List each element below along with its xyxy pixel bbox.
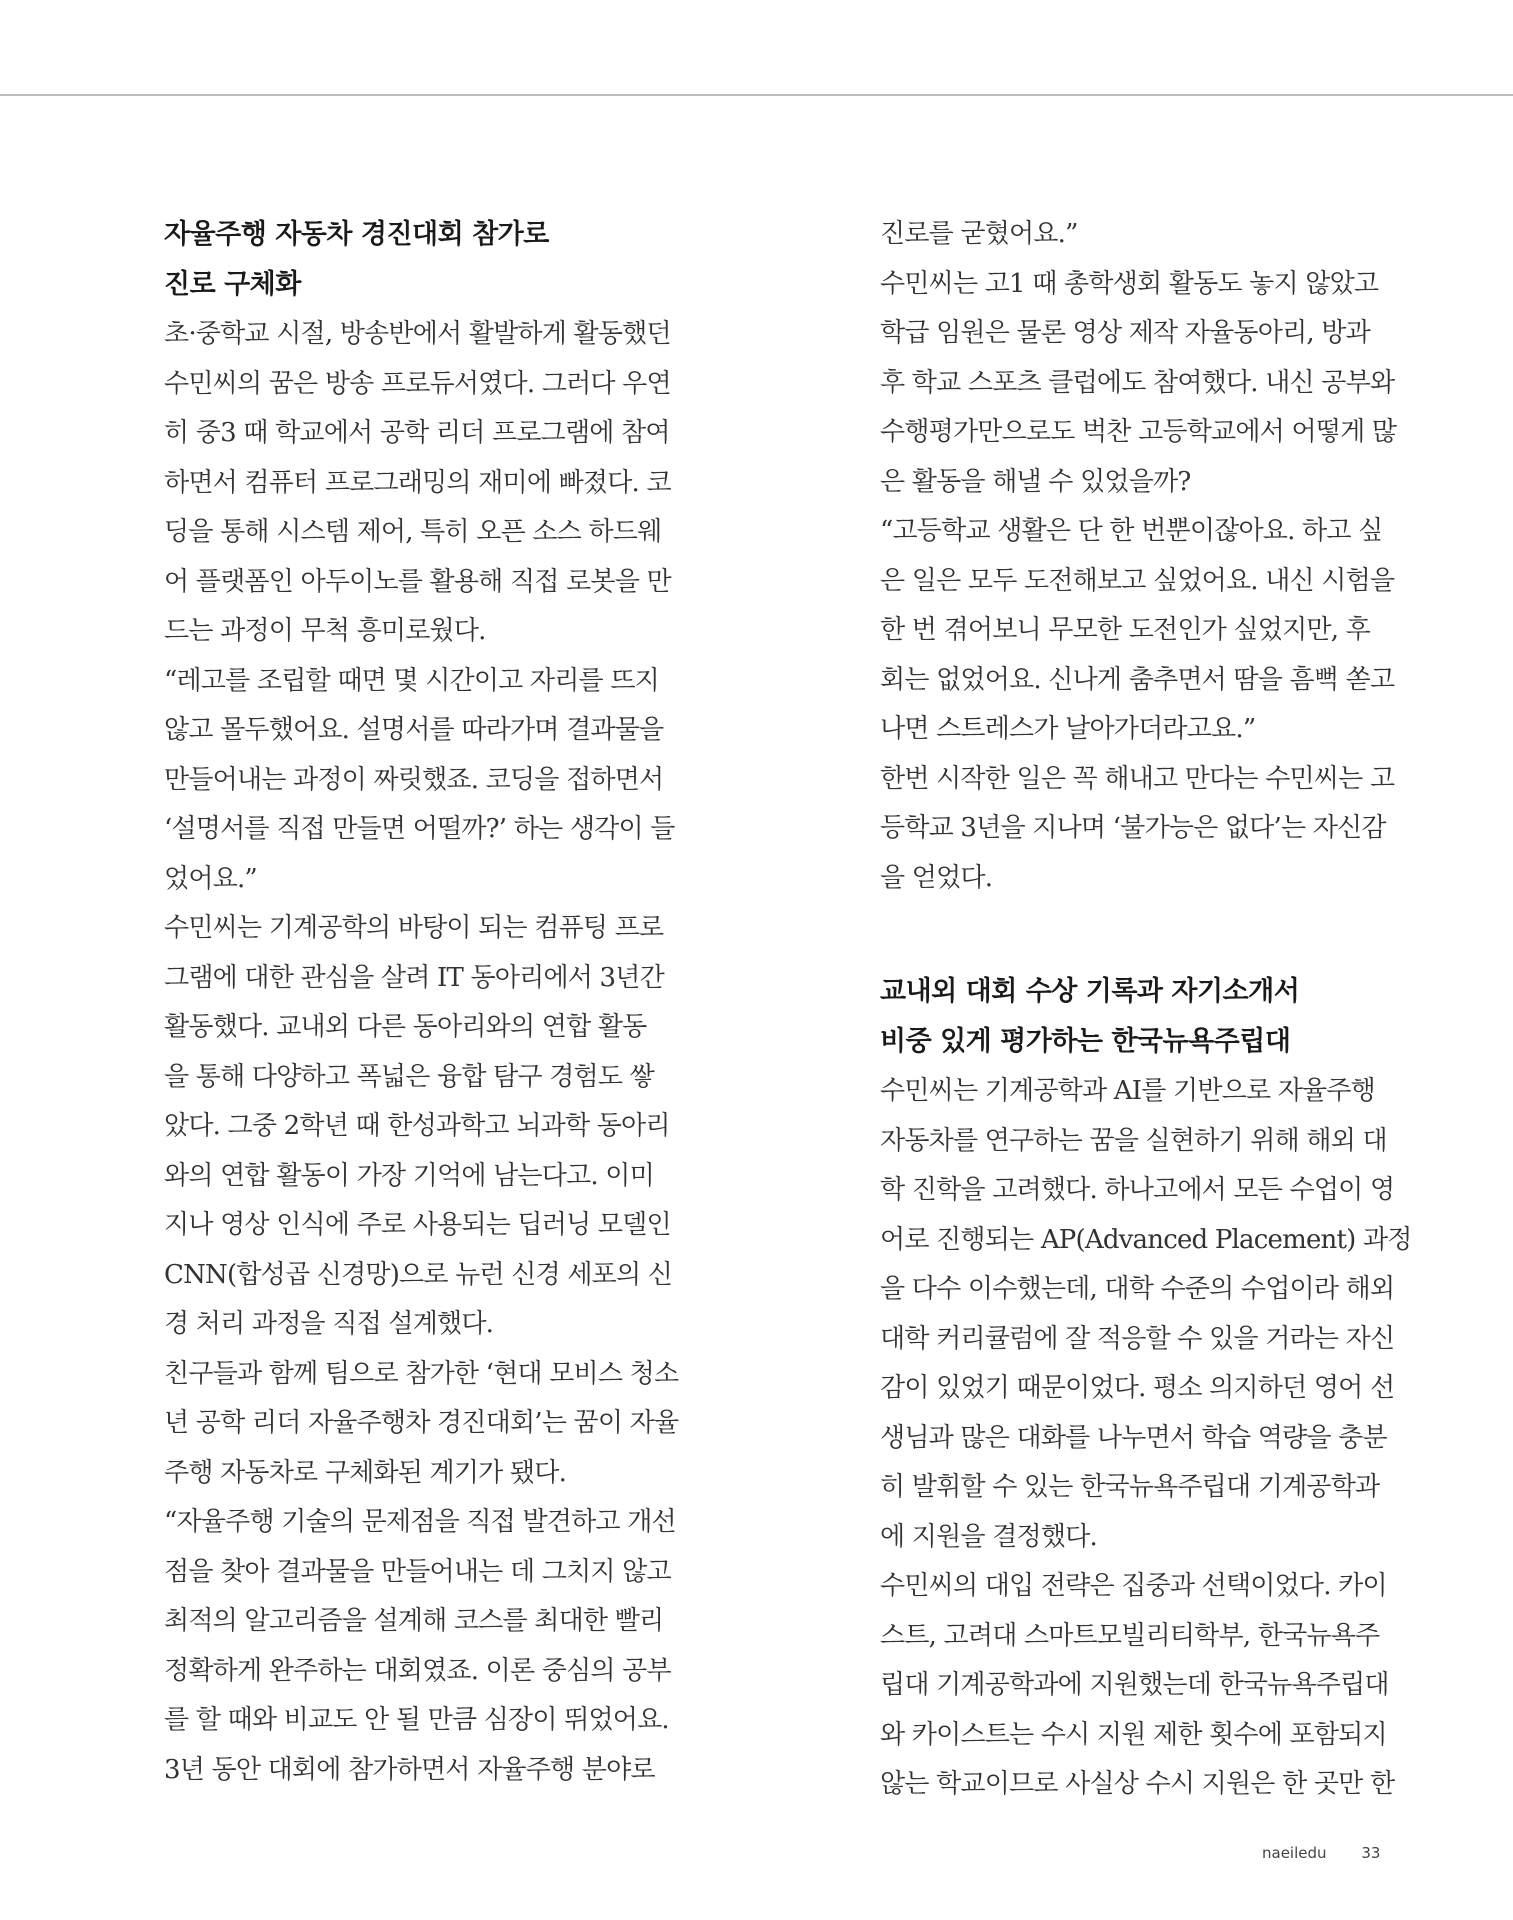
footer-brand: naeiledu: [1262, 1844, 1327, 1862]
right-body-top: [880, 210, 1420, 903]
text-line: 회는 없었어요. 신나게 춤추면서 땀을 흠뻑 쏟고: [880, 664, 1395, 695]
text-line: 자동차를 연구하는 꿈을 실현하기 위해 해외 대: [880, 1125, 1387, 1156]
text-line: CNN(합성곱 신경망)으로 뉴런 신경 세포의 신: [164, 1259, 673, 1290]
text-line: “고등학교 생활은 단 한 번뿐이잖아요. 하고 싶: [880, 516, 1383, 546]
right-column: [880, 210, 1420, 1810]
text-line: 않는 학교이므로 사실상 수시 지원은 한 곳만 한: [880, 1769, 1395, 1799]
left-column: [164, 210, 704, 1795]
text-line: 진로 구체화: [164, 269, 301, 300]
text-line: 한번 시작한 일은 꼭 해내고 만다는 수민씨는 고: [880, 763, 1395, 794]
text-line: 대학 커리큘럼에 잘 적응할 수 있을 거라는 자신: [880, 1323, 1395, 1354]
text-line: 어 플랫폼인 아두이노를 활용해 직접 로봇을 만: [164, 566, 671, 597]
body-paragraph: [164, 310, 704, 657]
body-paragraph: [880, 755, 1420, 904]
text-line: “레고를 조립할 때면 몇 시간이고 자리를 뜨지: [164, 665, 659, 696]
text-line: 었어요.”: [164, 863, 257, 894]
text-line: 활동했다. 교내외 다른 동아리와의 연합 활동: [164, 1012, 647, 1042]
text-line: 정확하게 완주하는 대회였죠. 이론 중심의 공부: [164, 1655, 671, 1686]
text-line: 최적의 알고리즘을 설계해 코스를 최대한 빨리: [164, 1606, 664, 1636]
page-number: 33: [1361, 1844, 1381, 1862]
text-line: 비중 있게 평가하는 한국뉴욕주립대: [880, 1026, 1291, 1057]
text-line: 학급 임원은 물론 영상 제작 자율동아리, 방과: [880, 318, 1370, 348]
text-line: 년 공학 리더 자율주행차 경진대회’는 꿈이 자율: [164, 1408, 679, 1438]
text-line: 을 얻었다.: [880, 862, 993, 893]
body-paragraph: [880, 507, 1420, 755]
text-line: 진로를 굳혔어요.”: [880, 219, 1078, 249]
text-line: 수민씨의 꿈은 방송 프로듀서였다. 그러다 우연: [164, 368, 671, 399]
text-line: 수행평가만으로도 벅찬 고등학교에서 어떻게 많: [880, 417, 1397, 447]
text-line: 딩을 통해 시스템 제어, 특히 오픈 소스 하드웨: [164, 517, 662, 547]
text-line: 나면 스트레스가 날아가더라고요.”: [880, 714, 1256, 744]
left-body: [164, 310, 704, 1795]
text-line: 수민씨는 기계공학과 AI를 기반으로 자율주행: [880, 1076, 1375, 1106]
section-gap: [880, 903, 1420, 967]
page-footer: [1262, 1844, 1380, 1862]
body-paragraph: [880, 210, 1420, 260]
text-line: 스트, 고려대 스마트모빌리티학부, 한국뉴욕주: [880, 1620, 1380, 1651]
text-line: 어로 진행되는 AP(Advanced Placement) 과정: [880, 1224, 1412, 1255]
text-line: 와의 연합 활동이 가장 기억에 남는다고. 이미: [164, 1160, 654, 1191]
text-line: 점을 찾아 결과물을 만들어내는 데 그치지 않고: [164, 1556, 671, 1587]
text-line: 경 처리 과정을 직접 설계했다.: [164, 1309, 494, 1339]
text-line: ‘설명서를 직접 만들면 어떨까?’ 하는 생각이 들: [164, 814, 675, 844]
text-line: 생님과 많은 대화를 나누면서 학습 역량을 충분: [880, 1422, 1387, 1453]
text-line: 지나 영상 인식에 주로 사용되는 딥러닝 모델인: [164, 1210, 671, 1240]
text-line: 친구들과 함께 팀으로 참가한 ‘현대 모비스 청소: [164, 1358, 679, 1389]
text-line: 와 카이스트는 수시 지원 제한 횟수에 포함되지: [880, 1719, 1387, 1750]
body-paragraph: [164, 1498, 704, 1795]
text-line: 립대 기계공학과에 지원했는데 한국뉴욕주립대: [880, 1670, 1389, 1700]
body-paragraph: [880, 1562, 1420, 1810]
text-line: 등학교 3년을 지나며 ‘불가능은 없다’는 자신감: [880, 813, 1386, 843]
text-line: 히 중3 때 학교에서 공학 리더 프로그램에 참여: [164, 418, 670, 448]
text-line: 3년 동안 대회에 참가하면서 자율주행 분야로: [164, 1754, 655, 1785]
body-paragraph: [164, 1350, 704, 1499]
text-line: 그램에 대한 관심을 살려 IT 동아리에서 3년간: [164, 962, 664, 993]
text-line: 았다. 그중 2학년 때 한성과학고 뇌과학 동아리: [164, 1111, 670, 1141]
text-line: 수민씨는 고1 때 총학생회 활동도 놓지 않았고: [880, 268, 1379, 299]
text-line: 수민씨의 대입 전략은 집중과 선택이었다. 카이: [880, 1571, 1387, 1601]
text-line: 하면서 컴퓨터 프로그래밍의 재미에 빠졌다. 코: [164, 467, 671, 498]
text-line: 를 할 때와 비교도 안 될 만큼 심장이 뛰었어요.: [164, 1705, 669, 1735]
section-heading-right: [880, 967, 1420, 1067]
text-line: 학 진학을 고려했다. 하나고에서 모든 수업이 영: [880, 1175, 1395, 1205]
top-divider: [0, 94, 1513, 96]
text-line: 에 지원을 결정했다.: [880, 1521, 1097, 1552]
text-line: 초·중학교 시절, 방송반에서 활발하게 활동했던: [164, 319, 671, 349]
text-line: 교내외 대회 수상 기록과 자기소개서: [880, 976, 1300, 1007]
text-line: 수민씨는 기계공학의 바탕이 되는 컴퓨팅 프로: [164, 913, 664, 943]
text-line: 자율주행 자동차 경진대회 참가로: [164, 219, 549, 250]
right-body-bottom: [880, 1067, 1420, 1810]
section-heading-left: [164, 210, 704, 310]
body-paragraph: [880, 260, 1420, 508]
text-line: 주행 자동차로 구체화된 계기가 됐다.: [164, 1457, 567, 1488]
text-line: 을 다수 이수했는데, 대학 수준의 수업이라 해외: [880, 1274, 1395, 1304]
text-line: 감이 있었기 때문이었다. 평소 의지하던 영어 선: [880, 1373, 1395, 1403]
text-line: 한 번 겪어보니 무모한 도전인가 싶었지만, 후: [880, 615, 1370, 645]
text-line: 않고 몰두했어요. 설명서를 따라가며 결과물을: [164, 715, 664, 745]
body-paragraph: [880, 1067, 1420, 1562]
text-line: 히 발휘할 수 있는 한국뉴욕주립대 기계공학과: [880, 1472, 1380, 1502]
body-paragraph: [164, 904, 704, 1350]
text-line: 은 일은 모두 도전해보고 싶었어요. 내신 시험을: [880, 565, 1395, 596]
text-line: 후 학교 스포츠 클럽에도 참여했다. 내신 공부와: [880, 367, 1395, 398]
text-line: 드는 과정이 무척 흥미로웠다.: [164, 616, 486, 646]
text-line: 만들어내는 과정이 짜릿했죠. 코딩을 접하면서: [164, 764, 664, 795]
text-line: 은 활동을 해낼 수 있었을까?: [880, 466, 1191, 497]
text-line: “자율주행 기술의 문제점을 직접 발견하고 개선: [164, 1507, 676, 1537]
body-paragraph: [164, 657, 704, 905]
text-line: 을 통해 다양하고 폭넓은 융합 탐구 경험도 쌓: [164, 1061, 654, 1092]
